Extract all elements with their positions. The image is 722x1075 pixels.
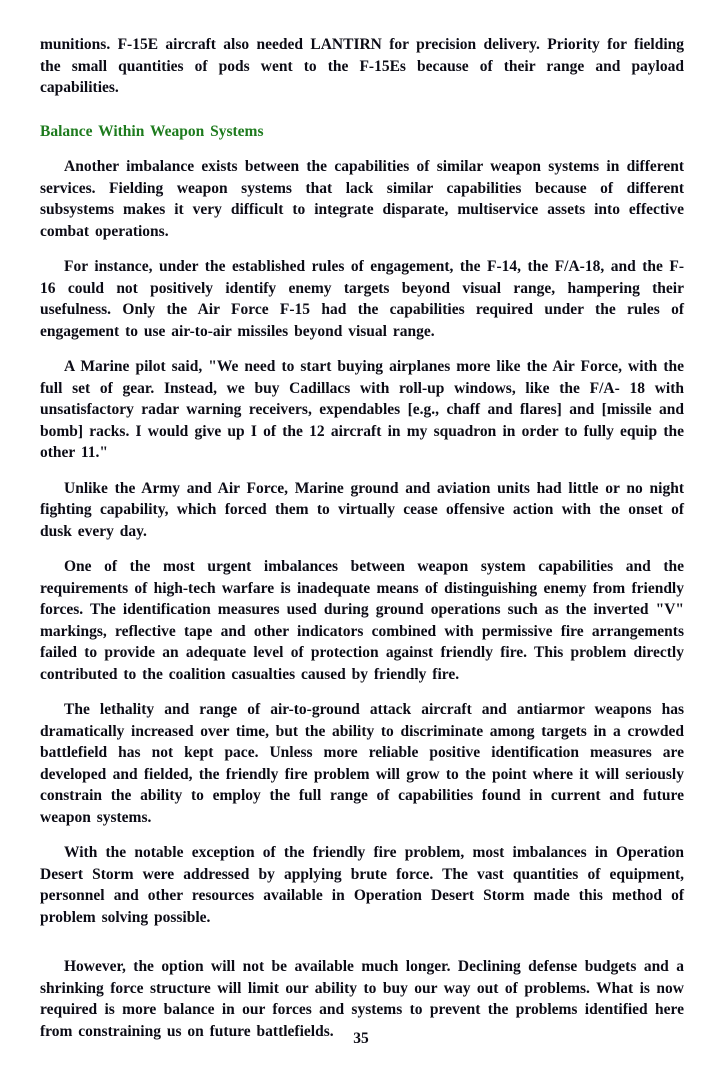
page-number: 35 <box>353 1029 369 1047</box>
section-heading: Balance Within Weapon Systems <box>40 122 264 140</box>
paragraph-declining-budgets: However, the option will not be available much longer. Declining defense budgets and a shrinking force structure will limit our ability to buy our way out of problems. What is now required is more balance in our forces and systems to prevent the problems identified here from constraining us on future battlefields. <box>40 958 684 1040</box>
paragraph-night-fighting: Unlike the Army and Air Force, Marine ground and aviation units had little or no night fighting capability, which forced them to virtually cease offensive action with the onset of dusk every day. <box>40 479 684 540</box>
paragraph-friendly-fire-identification: One of the most urgent imbalances between weapon system capabilities and the requirements of high-tech warfare is inadequate means of distinguishing enemy from friendly forces. The identification measures used during ground operations such as the inverted "V" markings, reflective tape and other indicators combined with permissive fire arrangements failed to provide an adequate level of protection against friendly fire. This problem directly contributed to the coalition casualties caused by friendly fire. <box>40 558 684 683</box>
paragraph-munitions-continuation: munitions. F-15E aircraft also needed LANTIRN for precision delivery. Priority for fielding the small quantities of pods went to the F-15Es because of their range and payload capabilities. <box>40 36 684 96</box>
paragraph-imbalance-services: Another imbalance exists between the capabilities of similar weapon systems in different services. Fielding weapon systems that lack similar capabilities because of different subsystems makes it very difficult to integrate disparate, multiservice assets into effective combat operations. <box>40 158 684 240</box>
paragraph-marine-pilot-quote: A Marine pilot said, "We need to start buying airplanes more like the Air Force, with the full set of gear. Instead, we buy Cadillacs with roll-up windows, like the F/A- 18 with unsatisfactory radar warning receivers, expendables [e.g., chaff and flares] and [missile and bomb] racks. I would give up I of the 12 aircraft in my squadron in order to fully equip the other 11." <box>40 358 684 461</box>
paragraph-lethality-range: The lethality and range of air-to-ground attack aircraft and antiarmor weapons has dramatically increased over time, but the ability to discriminate among targets in a crowded battlefield has not kept pace. Unless more reliable positive identification measures are developed and fielded, the friendly fire problem will grow to the point where it will seriously constrain the ability to employ the full range of capabilities found in current and future weapon systems. <box>40 701 684 826</box>
paragraph-brute-force: With the notable exception of the friendly fire problem, most imbalances in Operation Desert Storm were addressed by applying brute force. The vast quantities of equipment, personnel and other resources available in Operation Desert Storm made this method of problem solving possible. <box>40 844 684 926</box>
paragraph-rules-of-engagement: For instance, under the established rules of engagement, the F-14, the F/A-18, and the F-16 could not positively identify enemy targets beyond visual range, hampering their usefulness. Only the Air Force F-15 had the capabilities required under the rules of engagement to use air-to-air missiles beyond visual range. <box>40 258 684 340</box>
